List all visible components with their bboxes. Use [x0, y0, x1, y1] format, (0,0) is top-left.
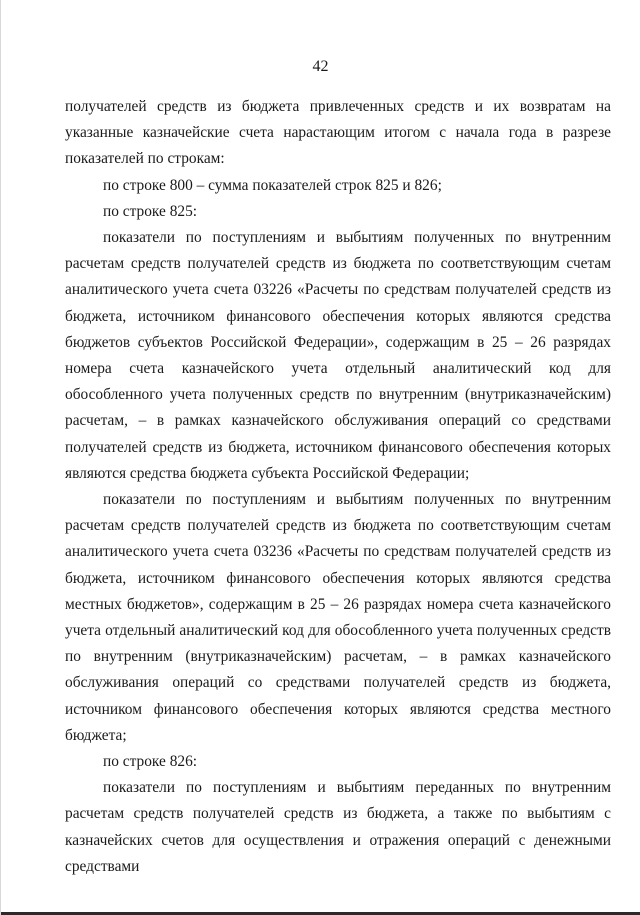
paragraph-continuation: получателей средств из бюджета привлеченных средств и их возвратам на указанные казначейские счета нарастающим итогом с начала года в разрезе показателей по строкам: [65, 98, 611, 168]
paragraph-line-800: по строке 800 – сумма показателей строк 825 и 826; [103, 176, 442, 194]
page-number: 42 [312, 58, 329, 75]
document-body [65, 94, 611, 880]
paragraph-line-826-body: показатели по поступлениям и выбытиям переданных по внутренним расчетам средств получателей средств из бюджета, а также по выбытиям с казначейских счетов для осуществления и отражения операций с денежными средствами [65, 779, 611, 875]
paragraph-account-03226: показатели по поступлениям и выбытиям полученных по внутренним расчетам средств получателей средств из бюджета по соответствующим счетам аналитического учета счета 03226 «Расчеты по средствам получателей средств из бюджета, источником финансового обеспечения которых являются средства бюджетов субъектов Российской Федерации», содержащим в 25 – 26 разрядах номера счета казначейского учета отдельный аналитический код для обособленного учета полученных средств по внутренним (внутриказначейским) расчетам, – в рамках казначейского обслуживания операций со средствами получателей средств из бюджета, источником финансового обеспечения которых являются средства бюджета субъекта Российской Федерации; [65, 229, 611, 482]
paragraph-line-825-heading: по строке 825: [103, 202, 198, 220]
paragraph-account-03236: показатели по поступлениям и выбытиям полученных по внутренним расчетам средств получателей средств из бюджета по соответствующим счетам аналитического учета счета 03236 «Расчеты по средствам получателей средств из бюджета, источником финансового обеспечения которых являются средства местных бюджетов», содержащим в 25 – 26 разрядах номера счета казначейского учета отдельный аналитический код для обособленного учета полученных средств по внутренним (внутриказначейским) расчетам, – в рамках казначейского обслуживания операций со средствами получателей средств из бюджета, источником финансового обеспечения которых являются средства местного бюджета; [65, 491, 611, 744]
paragraph-line-826-heading: по строке 826: [103, 753, 198, 771]
